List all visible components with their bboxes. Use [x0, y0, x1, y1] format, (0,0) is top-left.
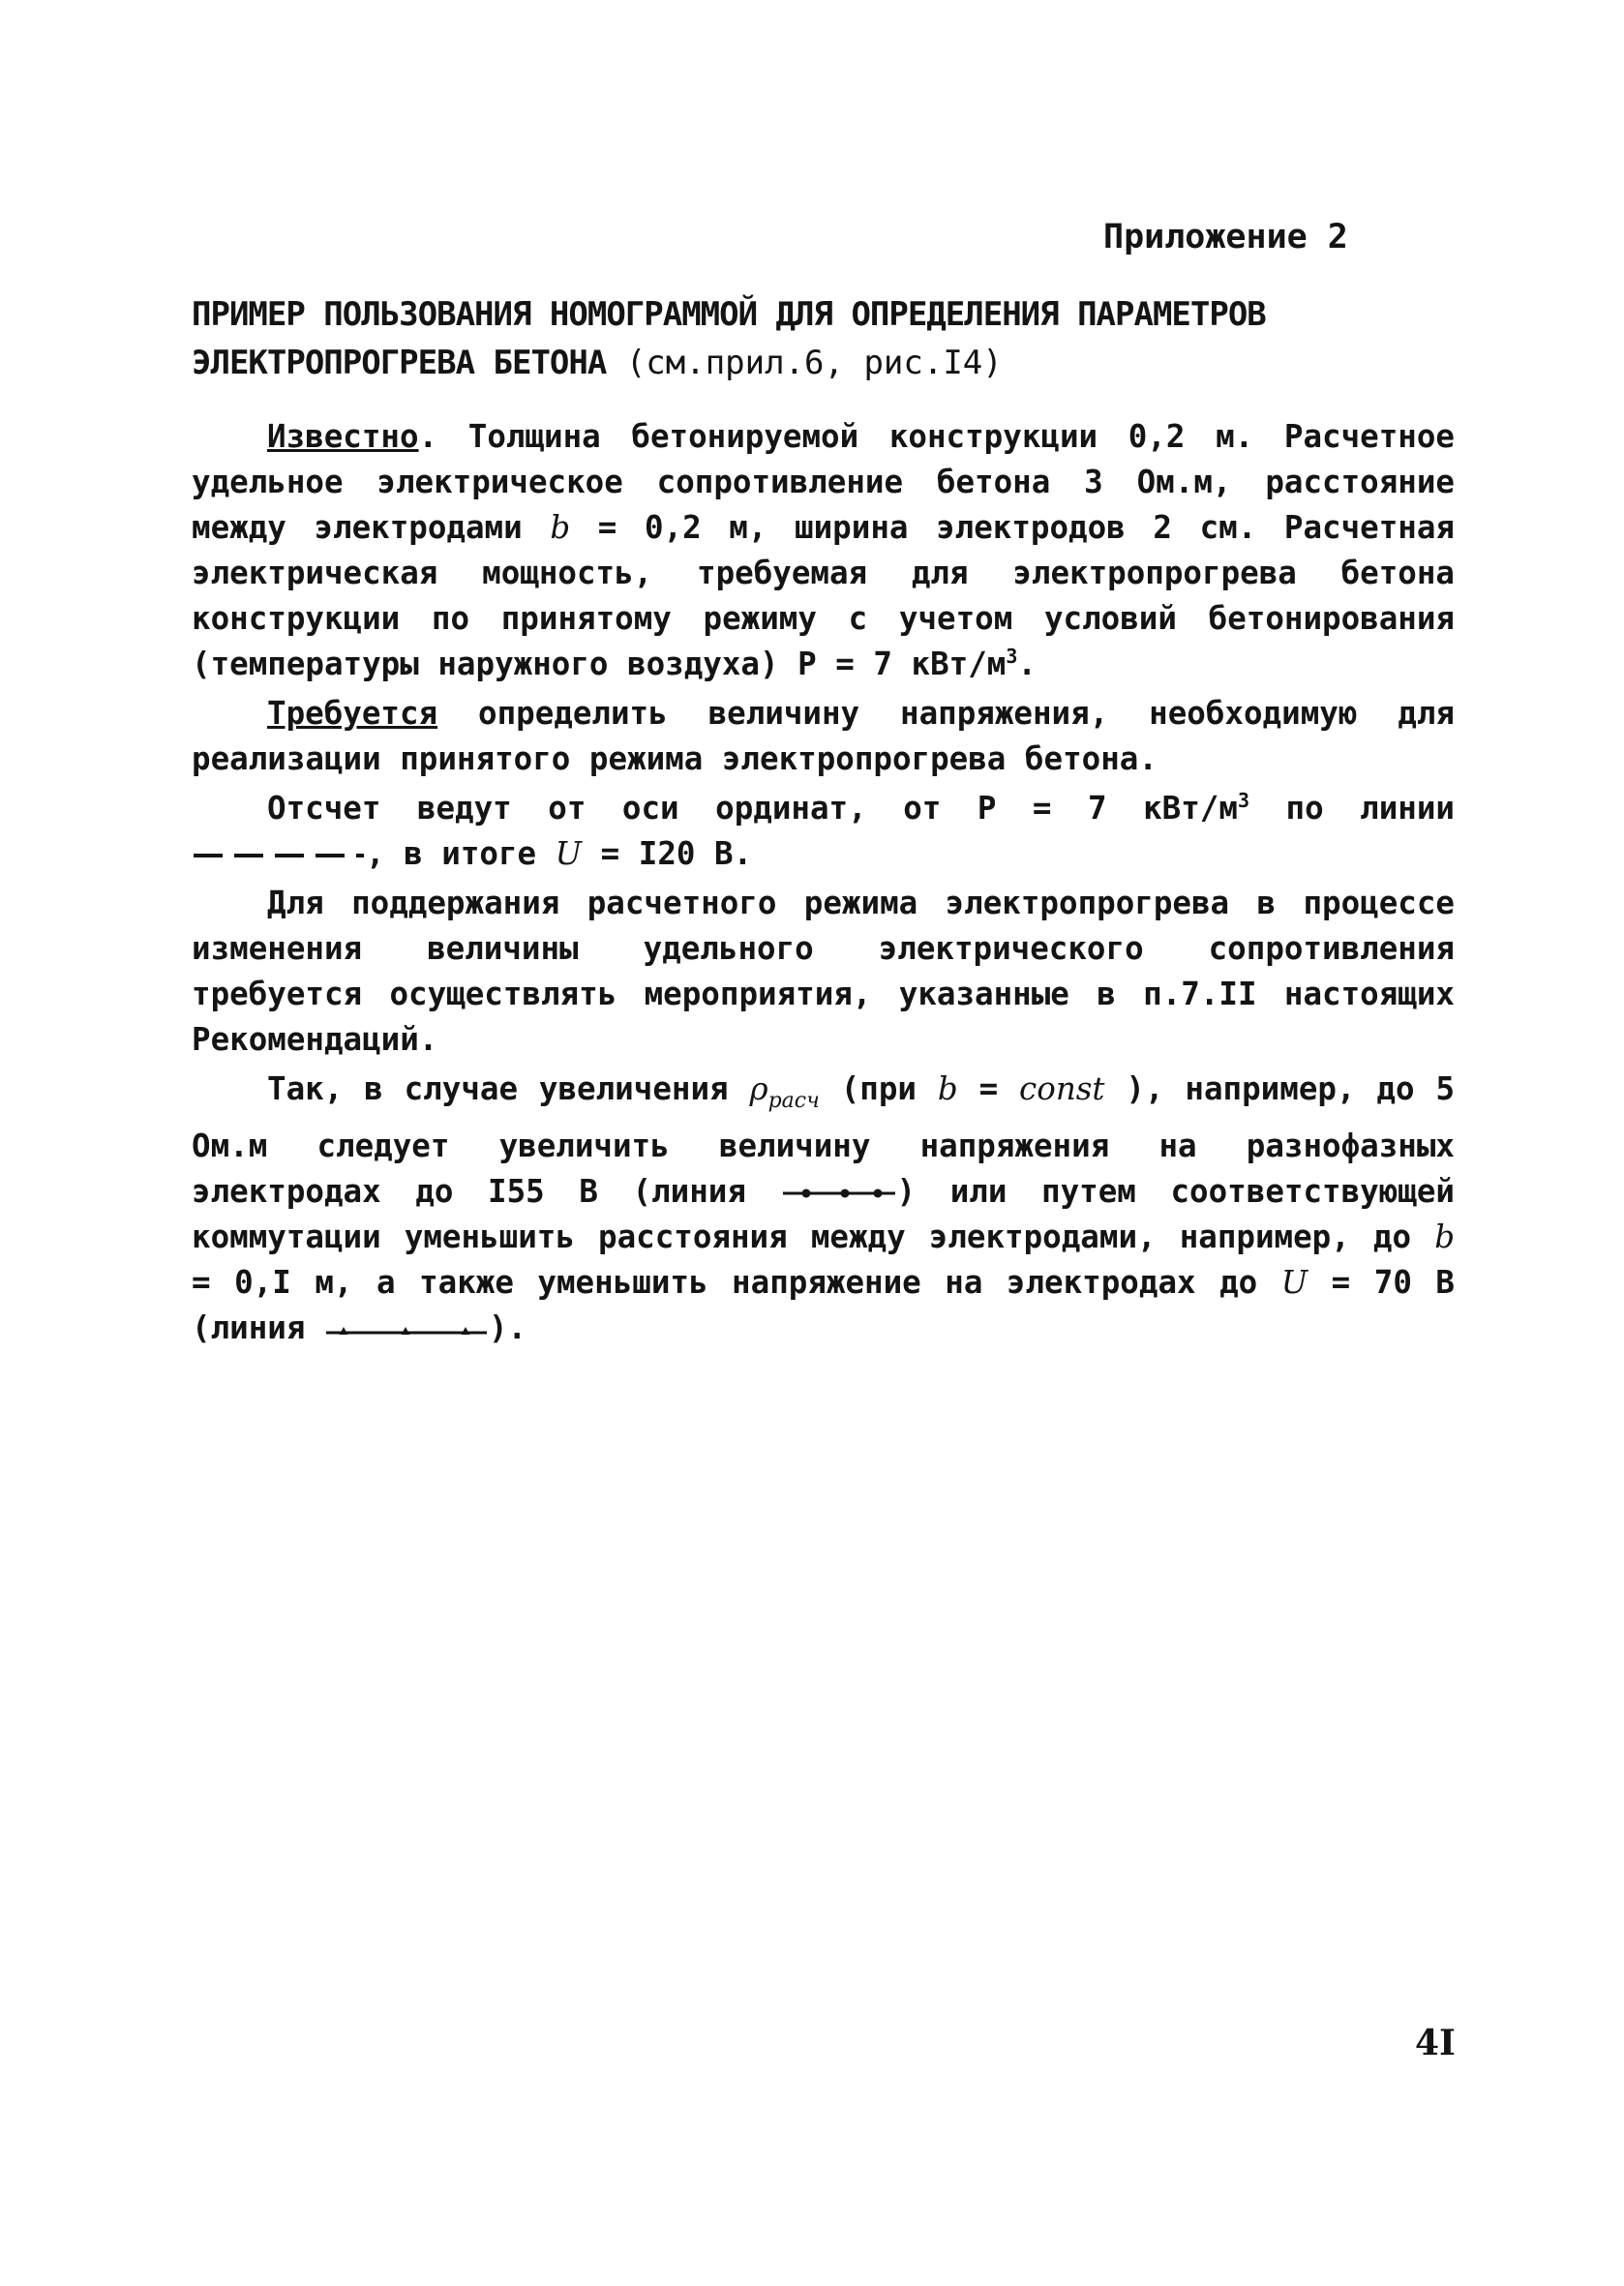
- symbol-rho: ρ: [749, 1070, 768, 1107]
- example-text-d: ), например, до 5 Ом.м следует увеличить величину напряжения на разнофазных электродах до I55 В (линия: [192, 1070, 1456, 1210]
- example-text-h: ).: [488, 1309, 527, 1346]
- required-label: Требуется: [267, 695, 438, 732]
- symbol-u: U: [555, 835, 583, 872]
- symbol-b: b: [937, 1070, 958, 1107]
- symbol-u: U: [1280, 1264, 1308, 1301]
- known-text-b: = 0,2 м, ширина электродов 2 см. Расчетная электрическая мощность, требуемая для электропрогрева бетона конструкции по принятому режиму с учетом условий бетонирования (температуры наружного воздуха) P = 7 кВт/м: [192, 509, 1455, 682]
- paragraph-maintain: [192, 881, 1455, 1063]
- known-text-end: .: [1017, 646, 1037, 682]
- paragraph-reading: [192, 786, 1455, 877]
- appendix-label: Приложение 2: [1103, 218, 1348, 256]
- example-text-e: ) или путем соответствующей коммутации уменьшить расстояния между электродами, например, до: [192, 1173, 1455, 1255]
- page-number: 4I: [1415, 2023, 1456, 2063]
- paragraph-known: [192, 414, 1455, 687]
- dashed-line-legend-icon: [192, 851, 366, 860]
- paragraph-example: [192, 1067, 1455, 1351]
- known-text-a: . Толщина бетонируемой конструкции 0,2 м. Расчетное удельное электрическое сопротивление бетона 3 Ом.м, расстояние между электродами: [192, 418, 1455, 546]
- reading-text-b: по линии: [1248, 790, 1455, 827]
- title-line-2: [192, 339, 1469, 387]
- example-text-b: (при: [819, 1070, 938, 1107]
- known-label: Известно: [267, 418, 419, 455]
- superscript-3: 3: [1006, 645, 1018, 669]
- superscript-3: 3: [1237, 789, 1249, 813]
- example-text-c: =: [957, 1070, 1020, 1107]
- body-text: [192, 414, 1455, 1355]
- maintain-text: Для поддержания расчетного режима электропрогрева в процессе изменения величины удельного электрического сопротивления требуется осуществлять мероприятия, указанные в п.7.II настоящих Рекомендаций.: [192, 885, 1455, 1058]
- dot-dash-line-legend-icon: [781, 1188, 897, 1198]
- symbol-b: b: [1434, 1218, 1455, 1255]
- reading-text-d: = I20 В.: [582, 835, 753, 872]
- example-text-f: = 0,I м, а также уменьшить напряжение на электродах до: [192, 1264, 1281, 1301]
- title-line-1: ПРИМЕР ПОЛЬЗОВАНИЯ НОМОГРАММОЙ ДЛЯ ОПРЕДЕЛЕНИЯ ПАРАМЕТРОВ: [192, 295, 1266, 334]
- document-title: [192, 290, 1469, 387]
- symbol-b: b: [550, 509, 571, 546]
- reading-text-c: , в итоге: [366, 835, 556, 872]
- reading-text-a: Отсчет ведут от оси ординат, от P = 7 кВт/м: [267, 790, 1238, 827]
- triangle-line-legend-icon: [324, 1325, 489, 1335]
- symbol-const: const: [1019, 1070, 1105, 1107]
- symbol-rho-subscript: расч: [767, 1089, 820, 1113]
- title-reference: (см.прил.6, рис.I4): [606, 344, 1003, 382]
- required-text: определить величину напряжения, необходимую для реализации принятого режима электропрогрева бетона.: [192, 695, 1455, 777]
- example-text-a: Так, в случае увеличения: [267, 1070, 750, 1107]
- paragraph-required: [192, 691, 1455, 782]
- example-text-g: = 70 В (линия: [192, 1264, 1456, 1346]
- title-line-2-main: ЭЛЕКТРОПРОГРЕВА БЕТОНА: [192, 344, 607, 382]
